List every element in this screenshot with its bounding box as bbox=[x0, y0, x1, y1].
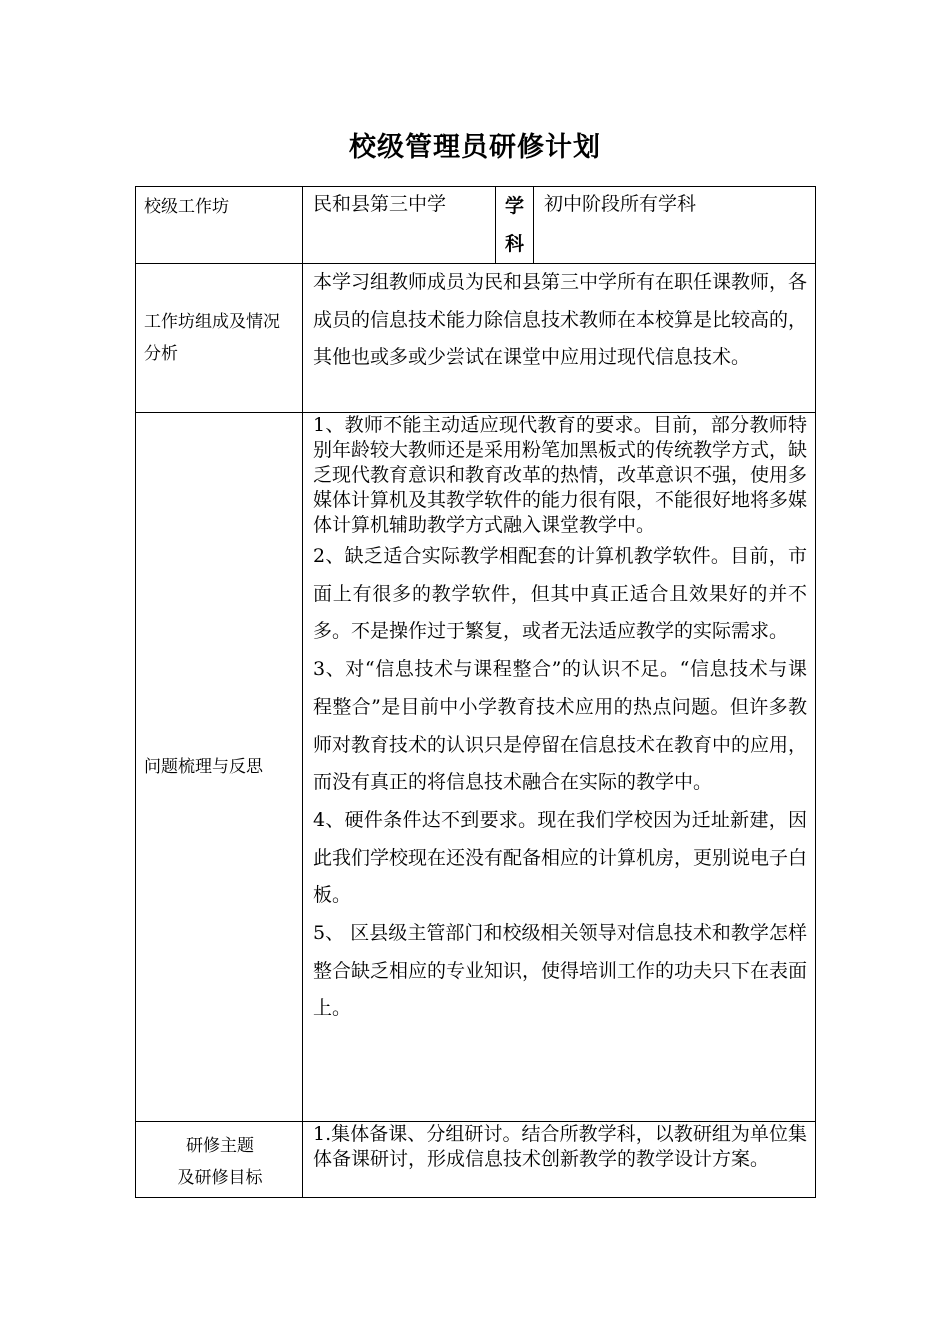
research-label bbox=[136, 1122, 303, 1198]
issue-item-4: 4、硬件条件达不到要求。现在我们学校因为迁址新建，因此我们学校现在还没有配备相应的计算机房，更别说电子白板。 bbox=[313, 808, 808, 907]
subject-label-char-1: 学 bbox=[504, 195, 524, 217]
subject-label bbox=[496, 187, 534, 264]
workshop-school-value: 民和县第三中学 bbox=[303, 187, 496, 264]
research-text: 1.集体备课、分组研讨。结合所教学科，以教研组为单位集体备课研讨，形成信息技术创新教学的教学设计方案。 bbox=[313, 1123, 807, 1170]
workshop-label: 校级工作坊 bbox=[136, 187, 303, 264]
issue-item-2: 2、缺乏适合实际教学相配套的计算机教学软件。目前，市面上有很多的教学软件，但其中真正适合且效果好的并不多。不是操作过于繁复，或者无法适应教学的实际需求。 bbox=[313, 545, 807, 643]
issue-item-1: 1、教师不能主动适应现代教育的要求。目前，部分教师特别年龄较大教师还是采用粉笔加黑板式的传统教学方式，缺乏现代教育意识和教育改革的热情，改革意识不强，使用多媒体计算机及其教学软件的能力很有限，不能很好地将多媒体计算机辅助教学方式融入课堂教学中。 bbox=[313, 414, 808, 536]
table-row-research bbox=[136, 1122, 816, 1198]
research-label-line-2: 及研修目标 bbox=[177, 1167, 263, 1188]
table-row-workshop bbox=[136, 187, 816, 264]
issues-content bbox=[303, 413, 816, 1122]
research-label-line-1: 研修主题 bbox=[186, 1135, 254, 1156]
page-title: 校级管理员研修计划 bbox=[349, 132, 601, 163]
composition-text: 本学习组教师成员为民和县第三中学所有在职任课教师，各成员的信息技术能力除信息技术教师在本校算是比较高的，其他也或多或少尝试在课堂中应用过现代信息技术。 bbox=[303, 264, 816, 413]
table-row-composition bbox=[136, 264, 816, 413]
table-row-issues bbox=[136, 413, 816, 1122]
subject-value: 初中阶段所有学科 bbox=[534, 187, 816, 264]
plan-table bbox=[135, 186, 816, 1198]
issues-label: 问题梳理与反思 bbox=[136, 413, 303, 1122]
issue-item-3: 3、对“信息技术与课程整合”的认识不足。“信息技术与课程整合”是目前中小学教育技术应用的热点问题。但许多教师对教育技术的认识只是停留在信息技术在教育中的应用，而没有真正的将信息技术融合在实际的教学中。 bbox=[313, 658, 808, 794]
research-text-cell bbox=[303, 1122, 816, 1198]
issue-item-5: 5、 区县级主管部门和校级相关领导对信息技术和教学怎样整合缺乏相应的专业知识，使得培训工作的功夫只下在表面上。 bbox=[313, 922, 808, 1020]
subject-label-char-2: 科 bbox=[504, 233, 524, 255]
composition-label: 工作坊组成及情况分析 bbox=[136, 264, 303, 413]
